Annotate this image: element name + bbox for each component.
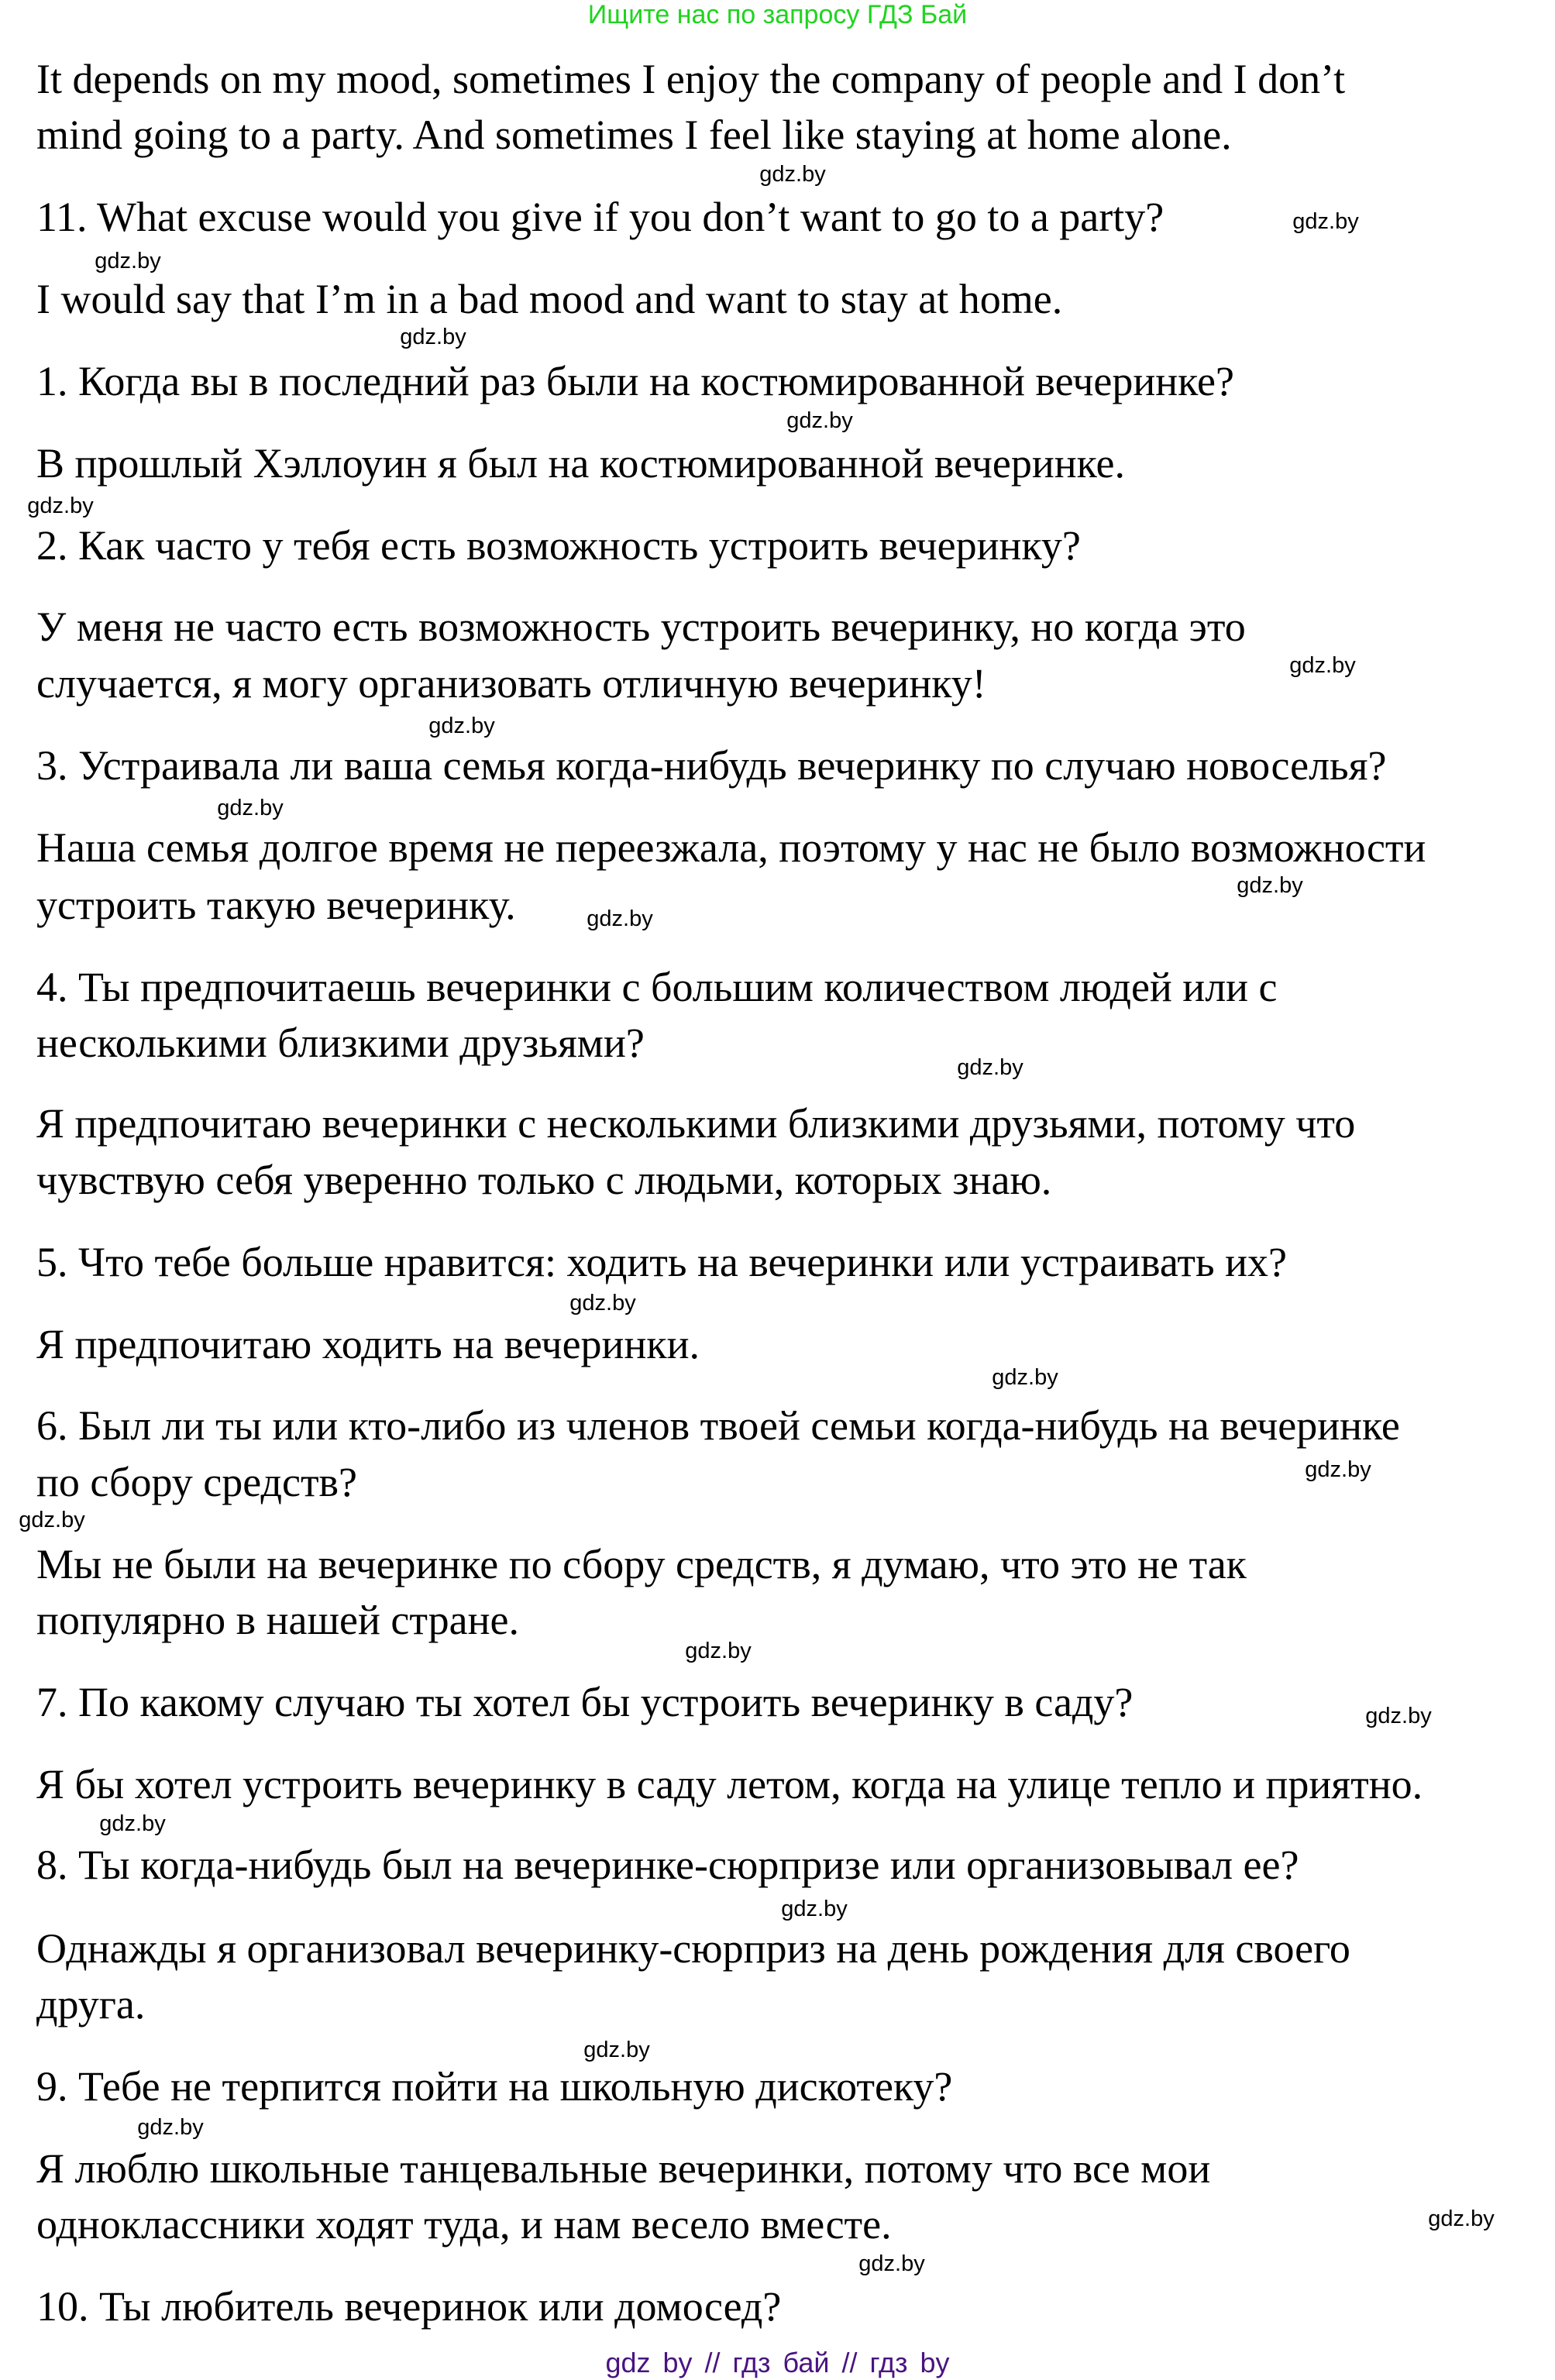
answer-line: одноклассники ходят туда, и нам весело вместе. <box>36 2201 892 2248</box>
answer-line: mind going to a party. And sometimes I feel like staying at home alone. <box>36 112 1232 158</box>
gdz-watermark: gdz.by <box>759 162 826 187</box>
answer-line: В прошлый Хэллоуин я был на костюмированной вечеринке. <box>36 440 1126 487</box>
answer-line: случается, я могу организовать отличную вечеринку! <box>36 660 986 707</box>
gdz-watermark: gdz.by <box>781 1897 848 1921</box>
gdz-watermark: gdz.by <box>1305 1457 1371 1482</box>
answer-line: устроить такую вечеринку. <box>36 882 516 928</box>
answer-line: Я бы хотел устроить вечеринку в саду летом, когда на улице тепло и приятно. <box>36 1761 1423 1807</box>
gdz-watermark: gdz.by <box>95 249 161 273</box>
answer-line: I would say that I’m in a bad mood and want to stay at home. <box>36 276 1063 322</box>
answer-line: У меня не часто есть возможность устроить вечеринку, но когда это <box>36 604 1246 650</box>
question-line: 6. Был ли ты или кто-либо из членов твоей семьи когда-нибудь на вечеринке <box>36 1402 1400 1449</box>
search-hint-banner: Ищите нас по запросу ГДЗ Бай <box>587 0 968 29</box>
gdz-watermark: gdz.by <box>19 1508 85 1532</box>
gdz-watermark: gdz.by <box>1365 1704 1432 1728</box>
footer-watermark: gdz by // гдз бай // гдз by <box>605 2347 950 2378</box>
gdz-watermark: gdz.by <box>858 2251 925 2276</box>
question-line: 1. Когда вы в последний раз были на костюмированной вечеринке? <box>36 358 1234 404</box>
gdz-watermark: gdz.by <box>1289 653 1356 678</box>
answer-line: Я предпочитаю ходить на вечеринки. <box>36 1321 700 1367</box>
answer-line: чувствую себя уверенно только с людьми, которых знаю. <box>36 1157 1052 1203</box>
gdz-watermark: gdz.by <box>428 714 495 738</box>
gdz-watermark: gdz.by <box>957 1055 1023 1080</box>
answer-line: Наша семья долгое время не переезжала, поэтому у нас не было возможности <box>36 824 1426 871</box>
gdz-watermark: gdz.by <box>786 408 853 433</box>
gdz-watermark: gdz.by <box>99 1811 166 1836</box>
answer-line: It depends on my mood, sometimes I enjoy the company of people and I don’t <box>36 56 1346 102</box>
gdz-watermark: gdz.by <box>137 2115 204 2140</box>
question-line: 3. Устраивала ли ваша семья когда-нибудь вечеринку по случаю новоселья? <box>36 742 1387 789</box>
answer-line: популярно в нашей стране. <box>36 1597 519 1643</box>
question-line: 11. What excuse would you give if you don’t want to go to a party? <box>36 194 1165 240</box>
question-line: 5. Что тебе больше нравится: ходить на вечеринки или устраивать их? <box>36 1239 1287 1285</box>
gdz-watermark: gdz.by <box>1428 2206 1495 2231</box>
gdz-watermark: gdz.by <box>1292 209 1359 234</box>
gdz-watermark: gdz.by <box>992 1365 1058 1390</box>
answer-line: Однажды я организовал вечеринку-сюрприз на день рождения для своего <box>36 1925 1350 1972</box>
gdz-watermark: gdz.by <box>569 1291 636 1316</box>
gdz-watermark: gdz.by <box>400 325 466 349</box>
gdz-watermark: gdz.by <box>1237 873 1303 898</box>
answer-line: Мы не были на вечеринке по сбору средств, я думаю, что это не так <box>36 1541 1247 1587</box>
answer-line: друга. <box>36 1981 146 2027</box>
answer-line: Я предпочитаю вечеринки с несколькими близкими друзьями, потому что <box>36 1100 1356 1147</box>
question-line: 10. Ты любитель вечеринок или домосед? <box>36 2283 782 2330</box>
gdz-watermark: gdz.by <box>685 1639 752 1663</box>
question-line: 9. Тебе не терпится пойти на школьную дискотеку? <box>36 2063 953 2110</box>
question-line: 7. По какому случаю ты хотел бы устроить вечеринку в саду? <box>36 1679 1134 1725</box>
answer-line: по сбору средств? <box>36 1459 358 1505</box>
gdz-watermark: gdz.by <box>217 796 284 820</box>
answer-line: Я люблю школьные танцевальные вечеринки, потому что все мои <box>36 2145 1211 2192</box>
gdz-watermark: gdz.by <box>583 2038 650 2062</box>
question-line: 2. Как часто у тебя есть возможность устроить вечеринку? <box>36 522 1081 569</box>
answer-line: несколькими близкими друзьями? <box>36 1020 645 1066</box>
gdz-watermark: gdz.by <box>587 906 653 931</box>
gdz-watermark: gdz.by <box>27 494 94 518</box>
question-line: 8. Ты когда-нибудь был на вечеринке-сюрпризе или организовывал ее? <box>36 1842 1299 1888</box>
question-line: 4. Ты предпочитаешь вечеринки с большим количеством людей или с <box>36 964 1278 1010</box>
